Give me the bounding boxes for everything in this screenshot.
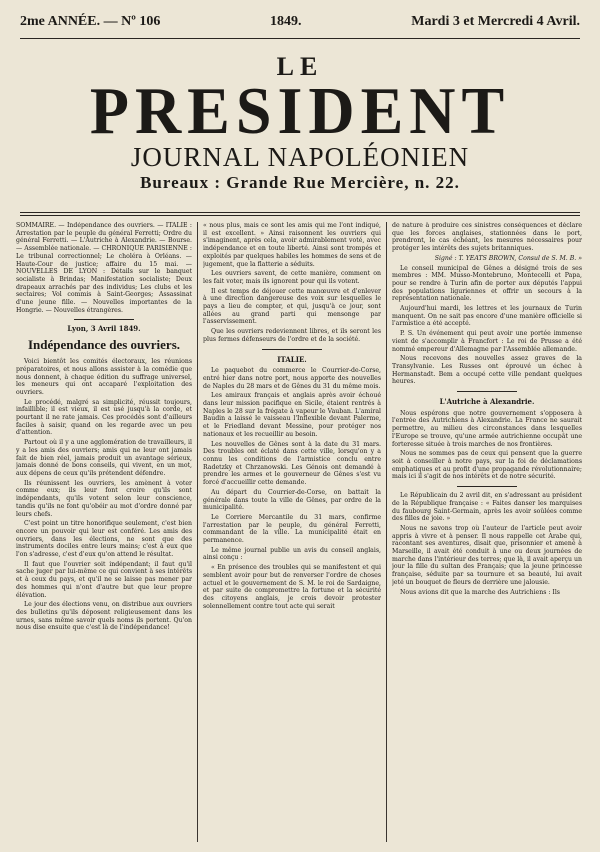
section-heading-autriche: L'Autriche à Alexandrie. — [439, 397, 535, 407]
paragraph: Le paquebot du commerce le Courrier-de-Corse, entré hier dans notre port, nous apporte des nouvelles de Naples du 28 mars et de Gênes du 31 du même mois. — [203, 367, 381, 390]
divider — [457, 486, 517, 487]
paragraph: Le jour des élections venu, on distribue aux ouvriers des bulletins qu'ils déposent religieusement dans les urnes, sans même savoir quels noms ils portent. Qu'on nous dise ensuite que c'est là de l'indépendance! — [16, 601, 192, 632]
divider — [74, 319, 134, 320]
paragraph: Il faut que l'ouvrier soit indépendant; il faut qu'il sache juger par lui-même ce qui convient à ses intérêts et à ceux du pays, et qu'il ne se laisse pas mener par des hommes qui n'ont d'autre but que leur propre élévation. — [16, 560, 192, 599]
paragraph: Les nouvelles de Gênes sont à la date du 31 mars. Des troubles ont éclaté dans cette ville, lorsqu'on y a connu les conditions de l'armistice conclu entre Radetzky et Chrzanowski. Les Génois ont demandé à prendre les armes et le gouverneur de Gênes s'est vu forcé d'accueillir cette demande. — [203, 440, 381, 487]
paragraph: Aujourd'hui mardi, les lettres et les journaux de Turin manquent. On ne sait pas encore d'une manière officielle si l'armistice a été accepté. — [392, 305, 582, 328]
divider — [457, 391, 517, 392]
paragraph: Le Républicain du 2 avril dit, en s'adressant au président de la République française : « Faites danser les marquises du faubourg Saint-Germain, après les avoir soûlées comme des filles de joie. » — [392, 492, 582, 523]
paragraph: Il est temps de déjouer cette manœuvre et d'enlever à une direction dangereuse des voix sur lesquelles le pays a lieu de compter, et qui, jusqu'à ce jour, sont allées au grand parti qui mensonge par l'asservissement. — [203, 287, 381, 326]
issue-number: 2me ANNÉE. — Nº 106 — [20, 14, 161, 29]
dateline: Lyon, 3 Avril 1849. — [67, 324, 141, 334]
paragraph: P. S. Un événement qui peut avoir une portée immense vient de s'accomplir à Francfort : Le roi de Prusse a été nommé empereur d'Allemagne par l'Assemblée allemande. — [392, 330, 582, 353]
paragraph: « nous plus, mais ce sont les amis qui me l'ont indiqué, il est excellent. » Ainsi raisonnent les ouvriers qui s'imaginent, après cela, avoir admirablement voté, avec indépendance et en toute liberté. Ainsi sont trompés et exploités par quelques habiles les hommes de sens et de jugement, que la flatterie a séduits. — [203, 222, 381, 268]
issue-dates: Mardi 3 et Mercredi 4 Avril. — [411, 14, 580, 29]
paragraph: Le Corriere Mercantile du 31 mars, confirme l'arrestation par le peuple, du général Ferretti, commandant de la ville. La municipalité était en permanence. — [203, 513, 381, 545]
column-3 — [392, 222, 582, 848]
issue-line — [20, 14, 580, 39]
section-heading-italie: ITALIE. — [277, 354, 307, 364]
paragraph: Nous ne sommes pas de ceux qui pensent que la guerre soit à conseiller à notre pays, sur la foi de déclamations emphatiques et au profit d'une propagande révolutionnaire; mais ici il s'agit de nos intérêts et de notre sécurité. — [392, 450, 582, 481]
article-headline: Indépendance des ouvriers. — [27, 337, 181, 353]
paragraph: Nous ne savons trop où l'auteur de l'article peut avoir appris à vivre et à penser. Il nous rappelle cet Arabe qui, racontant ses aventures, disait que, prisonnier et amené à Marseille, il avait été conduit à une ou deux journées de marche dans l'intérieur des terres; que là, il avait aperçu un jour la fille du sultan des Français; que la jeune princesse française, séduite par sa tournure et sa beauté, lui avait jeté un bouquet de fleurs de derrière une jalousie. — [392, 524, 582, 586]
paragraph: Les amiraux français et anglais après avoir échoué dans leur mission pacifique en Sicile, étaient rentrés à Naples le 28 sur la frégate à vapeur le Vauban. L'amiral Baudin a laissé le vaisseau l'Inflexible devant Palerme, et le Friedland devant Messine, pour protéger nos nationaux et les recueillir au besoin. — [203, 392, 381, 438]
summary: SOMMAIRE. — Indépendance des ouvriers. — ITALIE : Arrestation par le peuple du général Ferretti; Ordre du général Ferretti. — L'Autriche à Alexandrie. — Bourse. — Assemblée nationale. — CHRONIQUE PARISIENNE : Le tribunal correctionnel; Le choléra à Orléans. — Haute-Cour de justice; affaire du 15 mai. — NOUVELLES DE LYON : Détails sur le banquet socialiste à Brindas; Manifestation socialiste; Deux drapeaux arrachés par des individus; Les clubs et les sectaires; Vol commis à Saint-Georges; Assassinat d'une jeune fille. — Nouvelles importantes de la Hongrie. — Nouvelles étrangères. — [16, 222, 192, 314]
masthead-rule — [20, 212, 580, 213]
column-2 — [203, 222, 381, 848]
paragraph: Les ouvriers savent, de cette manière, comment on les fait voter, mais ils ignorent pour qui ils votent. — [203, 270, 381, 285]
divider — [262, 349, 322, 350]
masthead-rule-2 — [20, 215, 580, 216]
signature: Signé : T. YEATS BROWN, Consul de S. M. B. » — [434, 254, 582, 262]
paragraph: C'est point un titre honorifique seulement, c'est bien encore un pouvoir qui leur est conféré. Les amis des ouvriers, dans les élections, ne sont que des instruments dociles entre leurs mains; c'est à eux que l'on s'adresse, c'est d'eux qu'on attend le résultat. — [16, 520, 192, 559]
paragraph: Ils réunissent les ouvriers, les amènent à voter comme eux; ils leur font croire qu'ils sont indépendants, qu'ils votent selon leur conscience, tandis qu'ils ne font qu'obéir au mot d'ordre donné par leurs chefs. — [16, 479, 192, 518]
paragraph: de nature à produire ces sinistres conséquences et déclare que les forces anglaises, stationnées dans le port, prendront, le cas échéant, les mesures nécessaires pour protéger les intérêts des sujets britanniques. — [392, 222, 582, 253]
paragraph: Le conseil municipal de Gênes a désigné trois de ses membres : MM. Musso-Montebruno, Montecelli et Papa, pour se rendre à Turin afin de porter aux députés l'appui des populations liguriennes et offrir un secours à la représentation nationale. — [392, 264, 582, 303]
paragraph: « En présence des troubles qui se manifestent et qui semblent avoir pour but de renverser l'ordre de choses actuel et le gouvernement de S. M. le roi de Sardaigne, et par suite de compromettre la fortune et la sécurité des citoyens anglais, je crois devoir protester solennellement contre tout acte qui serait — [203, 564, 381, 610]
paragraph: Nous recevons des nouvelles assez graves de la Transylvanie. Les Russes ont éprouvé un échec à Hermanstadt. Bem a occupé cette ville pendant quelques heures. — [392, 355, 582, 386]
paragraph: Nous avions dit que la marche des Autrichiens : Ils — [400, 588, 560, 596]
paragraph: Nous espérons que notre gouvernement s'opposera à l'entrée des Autrichiens à Alexandrie. La France ne saurait permettre, au milieu des circonstances dans lesquelles l'Europe se trouve, qu'une armée autrichienne occupât une forteresse située à trois marches de nos frontières. — [392, 409, 582, 448]
masthead-address: Bureaux : Grande Rue Mercière, n. 22. — [140, 173, 460, 192]
column-divider — [386, 222, 387, 842]
paragraph: Que les ouvriers redeviennent libres, et ils seront les plus fermes défenseurs de l'ordre et de la société. — [203, 328, 381, 343]
issue-year: 1849. — [270, 14, 302, 29]
masthead — [0, 54, 600, 194]
masthead-subtitle: JOURNAL NAPOLÉONIEN — [130, 142, 470, 172]
column-1 — [16, 222, 192, 848]
paragraph: Partout où il y a une agglomération de travailleurs, il y a les amis des ouvriers; amis qui ne leur ont jamais fait de bien réel, jamais produit un avantage sérieux, jamais donné de bons conseils, qui vivent, en un mot, aux dépens de ceux qu'ils prétendent défendre. — [16, 439, 192, 477]
paragraph: Le même journal publie un avis du conseil anglais, ainsi conçu : — [203, 546, 381, 562]
paragraph: Au départ du Courrier-de-Corse, on battait la générale dans toute la ville de Gênes, par ordre de la municipalité. — [203, 488, 381, 512]
masthead-title: PRESIDENT — [89, 73, 511, 148]
column-divider — [197, 222, 198, 842]
masthead-le: LE — [276, 52, 324, 81]
paragraph: Le procédé, malgré sa simplicité, réussit toujours, infaillible; il est vieux, il est usé jusqu'à la corde, et pourtant il ne rate jamais. Ces procédés sont d'ailleurs faciles à saisir, quand on les regarde avec un peu d'attention. — [16, 398, 192, 437]
paragraph: Voici bientôt les comités électoraux, les réunions préparatoires, et nous allons assister à la comédie que nous donnent, à chaque édition du suffrage universel, les meneurs qui ont accaparé l'exploitation des ouvriers. — [16, 358, 192, 396]
